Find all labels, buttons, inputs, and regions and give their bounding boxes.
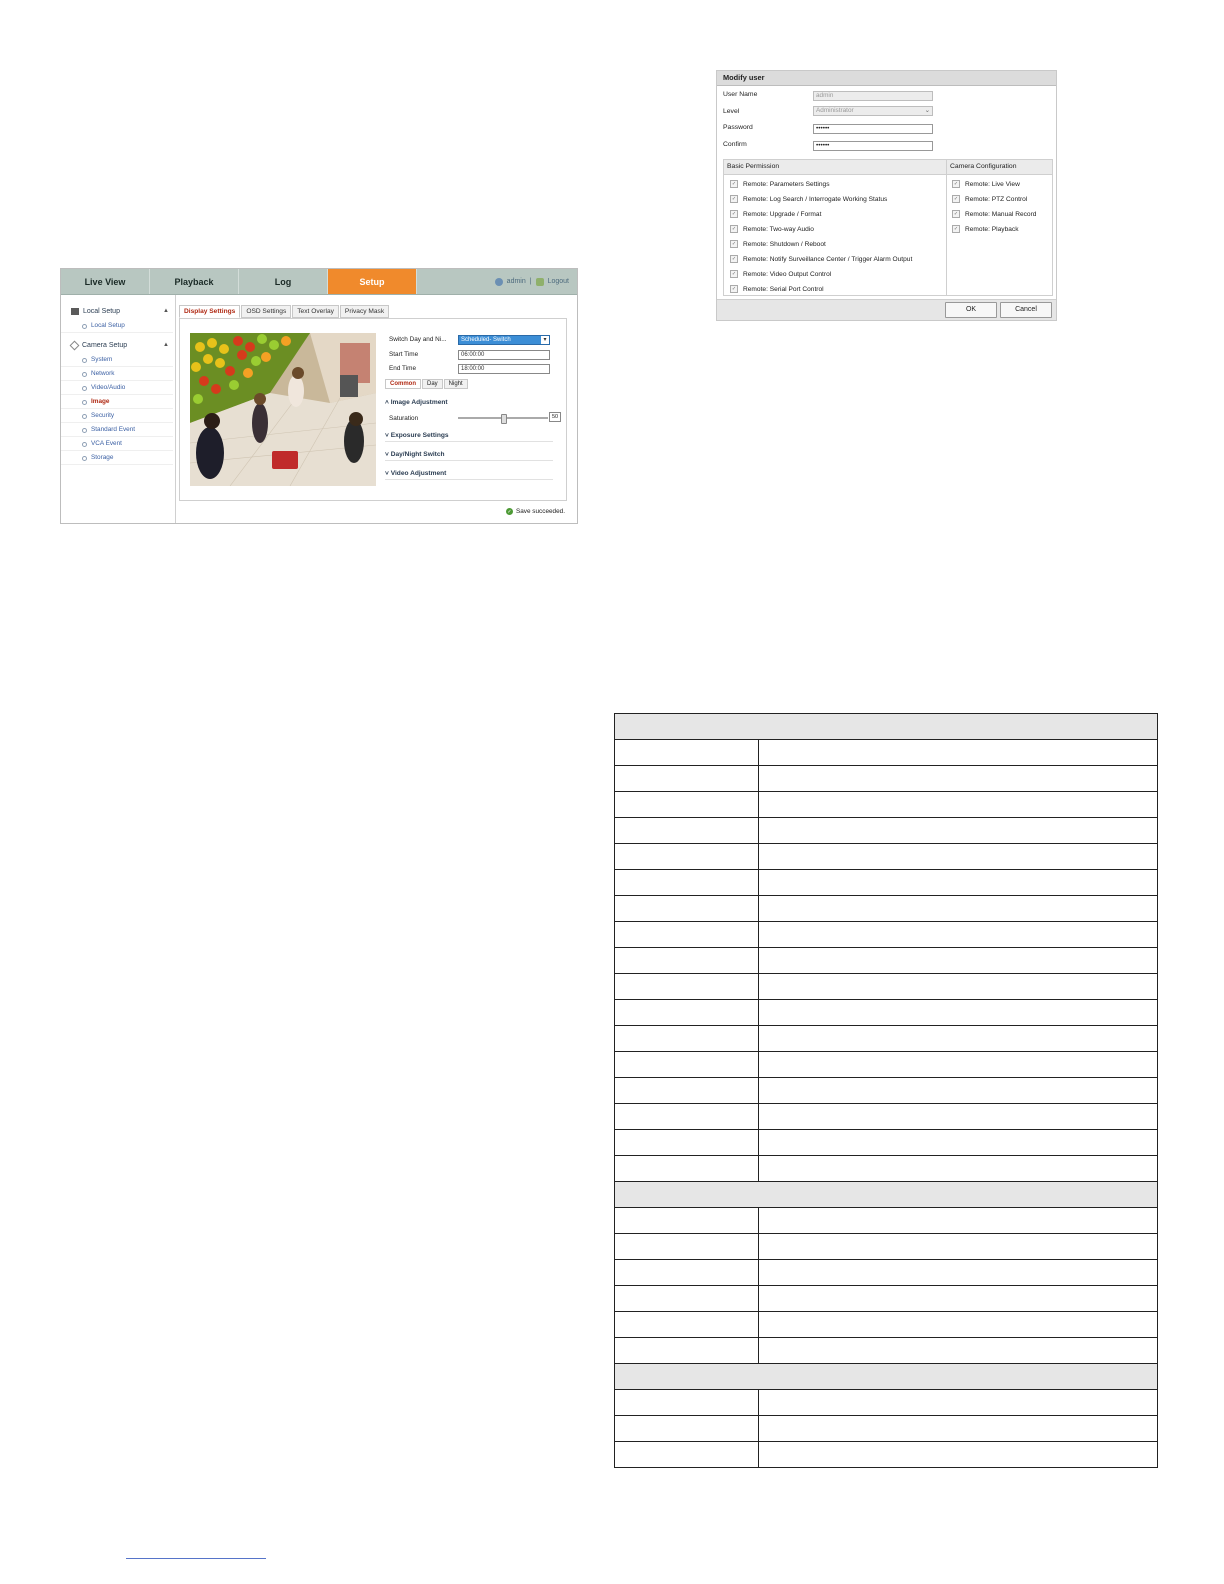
table-cell: [759, 1442, 1158, 1468]
save-status: [506, 508, 565, 515]
tab-live-view[interactable]: Live View: [61, 269, 150, 294]
permission-item[interactable]: [730, 285, 824, 293]
checkbox[interactable]: ✓: [731, 226, 737, 232]
permission-item[interactable]: [952, 210, 1036, 218]
permission-label: Remote: Upgrade / Format: [743, 210, 822, 218]
settings-main: [177, 295, 577, 523]
end-time-label: End Time: [389, 365, 416, 372]
table-cell: [615, 1390, 759, 1416]
permission-item[interactable]: [952, 195, 1027, 203]
chevron-down-icon: ˅: [385, 451, 391, 458]
table-cell: [759, 948, 1158, 974]
checkbox[interactable]: ✓: [731, 196, 737, 202]
table-header-cell: [615, 714, 1158, 740]
permission-item[interactable]: [730, 270, 831, 278]
dialog-title: Modify user: [717, 71, 1056, 86]
table-cell: [615, 1208, 759, 1234]
mode-subtabs: [385, 379, 469, 389]
start-time-input[interactable]: 06:00:00: [458, 350, 550, 360]
table-row: [615, 1000, 1158, 1026]
checkbox[interactable]: ✓: [953, 196, 959, 202]
table-cell: [759, 1234, 1158, 1260]
ok-button[interactable]: OK: [945, 302, 997, 318]
table-cell: [759, 818, 1158, 844]
table-row: [615, 1260, 1158, 1286]
permission-item[interactable]: [730, 210, 821, 218]
table-cell: [615, 1104, 759, 1130]
table-cell: [759, 1026, 1158, 1052]
table-cell: [615, 1000, 759, 1026]
permission-label: Remote: Video Output Control: [743, 270, 832, 278]
table-cell: [615, 948, 759, 974]
table-cell: [759, 1104, 1158, 1130]
content-tabs: [179, 305, 390, 318]
sidebar-group-label: Camera Setup: [82, 341, 128, 349]
permission-label: Remote: Log Search / Interrogate Working Status: [743, 195, 888, 203]
level-value: Administrator: [816, 107, 854, 114]
checkbox[interactable]: ✓: [953, 181, 959, 187]
table-cell: [615, 1052, 759, 1078]
username-link[interactable]: admin: [506, 278, 526, 285]
table-row: [615, 1052, 1158, 1078]
table-row: [615, 1390, 1158, 1416]
chevron-down-icon: ⌄: [924, 107, 930, 114]
table-row: [615, 948, 1158, 974]
table-row: [615, 870, 1158, 896]
table-cell: [759, 974, 1158, 1000]
table-cell: [759, 1312, 1158, 1338]
switch-day-night-select[interactable]: [458, 335, 550, 345]
user-area: [495, 269, 577, 294]
checkbox[interactable]: ✓: [731, 181, 737, 187]
table-row: [615, 1156, 1158, 1182]
section-title: Image Adjustment: [390, 399, 448, 406]
table-row: [615, 766, 1158, 792]
table-cell: [615, 974, 759, 1000]
sidebar-item-security[interactable]: Security: [61, 409, 173, 423]
image-adjustment-section[interactable]: [385, 399, 553, 408]
saturation-value[interactable]: 50: [549, 412, 561, 422]
day-night-switch-section[interactable]: [385, 451, 553, 461]
permission-item[interactable]: [952, 180, 1020, 188]
table-row: [615, 1078, 1158, 1104]
username-field: admin: [813, 91, 933, 101]
confirm-field[interactable]: ••••••: [813, 141, 933, 151]
sidebar-item-standard-event[interactable]: Standard Event: [61, 423, 173, 437]
table-cell: [759, 1156, 1158, 1182]
user-icon: [495, 278, 503, 286]
table-cell: [615, 1442, 759, 1468]
checkbox[interactable]: ✓: [731, 211, 737, 217]
footnote-rule: [126, 1558, 266, 1559]
wrench-icon: [70, 340, 80, 350]
permission-label: Remote: Manual Record: [965, 210, 1037, 218]
table-cell: [615, 1260, 759, 1286]
table-cell: [759, 1078, 1158, 1104]
basic-permission-header: Basic Permission: [724, 160, 946, 175]
logout-link[interactable]: Logout: [547, 278, 569, 285]
camera-preview-image: [190, 333, 376, 486]
level-label: Level: [723, 108, 740, 115]
permission-item[interactable]: [952, 225, 1019, 233]
table-row: [615, 922, 1158, 948]
permission-item[interactable]: [730, 255, 912, 263]
table-row: [615, 1234, 1158, 1260]
table-section-header: [615, 1182, 1158, 1208]
table-cell: [615, 1026, 759, 1052]
permission-label: Remote: PTZ Control: [965, 195, 1028, 203]
sidebar-item-storage[interactable]: Storage: [61, 451, 173, 465]
password-label: Password: [723, 124, 753, 131]
logout-icon: [536, 278, 544, 286]
switch-day-night-label: Switch Day and Ni...: [389, 336, 447, 343]
table-header-cell: [615, 1182, 1158, 1208]
permission-item[interactable]: [730, 180, 830, 188]
table-row: [615, 1130, 1158, 1156]
table-cell: [615, 844, 759, 870]
table-row: [615, 1312, 1158, 1338]
tab-privacy-mask[interactable]: Privacy Mask: [340, 305, 389, 318]
chevron-up-icon: ˄: [385, 399, 391, 406]
table-cell: [759, 792, 1158, 818]
table-row: [615, 792, 1158, 818]
section-title: Day/Night Switch: [390, 451, 445, 458]
table-cell: [615, 1338, 759, 1364]
table-cell: [759, 740, 1158, 766]
table-cell: [615, 766, 759, 792]
checkbox[interactable]: ✓: [953, 226, 959, 232]
checkbox[interactable]: ✓: [731, 286, 737, 292]
cancel-button[interactable]: Cancel: [1000, 302, 1052, 318]
permission-label: Remote: Two-way Audio: [743, 225, 814, 233]
save-status-text: Save succeeded.: [515, 508, 565, 515]
table-cell: [759, 1052, 1158, 1078]
slider-handle[interactable]: [501, 414, 507, 424]
table-row: [615, 740, 1158, 766]
tab-text-overlay[interactable]: Text Overlay: [292, 305, 339, 318]
table-cell: [759, 1338, 1158, 1364]
table-cell: [759, 1130, 1158, 1156]
table-row: [615, 1416, 1158, 1442]
chevron-up-icon: ▲: [163, 308, 169, 314]
table-cell: [759, 1390, 1158, 1416]
table-row: [615, 1286, 1158, 1312]
table-row: [615, 974, 1158, 1000]
password-field[interactable]: ••••••: [813, 124, 933, 134]
sidebar-item-image[interactable]: Image: [61, 395, 173, 409]
subtab-common[interactable]: Common: [385, 379, 421, 389]
table-cell: [759, 1260, 1158, 1286]
table-section-header: [615, 714, 1158, 740]
sidebar-item-video-audio[interactable]: Video/Audio: [61, 381, 173, 395]
table-row: [615, 818, 1158, 844]
saturation-slider[interactable]: [458, 417, 548, 419]
tab-playback[interactable]: Playback: [150, 269, 239, 294]
table-row: [615, 1338, 1158, 1364]
table-cell: [615, 740, 759, 766]
subtab-day[interactable]: Day: [422, 379, 443, 389]
sidebar-item-vca-event[interactable]: VCA Event: [61, 437, 173, 451]
table-cell: [615, 1156, 759, 1182]
separator: |: [529, 278, 532, 285]
permission-label: Remote: Playback: [965, 225, 1019, 233]
table-cell: [759, 766, 1158, 792]
table-cell: [615, 792, 759, 818]
dialog-footer: [717, 299, 1056, 320]
start-time-label: Start Time: [389, 351, 419, 358]
table-row: [615, 1026, 1158, 1052]
table-cell: [759, 844, 1158, 870]
table-row: [615, 896, 1158, 922]
chevron-down-icon: ▾: [541, 336, 549, 344]
table-cell: [759, 1208, 1158, 1234]
table-row: [615, 1208, 1158, 1234]
table-cell: [759, 1416, 1158, 1442]
end-time-input[interactable]: 18:00:00: [458, 364, 550, 374]
table-row: [615, 1442, 1158, 1468]
table-header-cell: [615, 1364, 1158, 1390]
section-title: Exposure Settings: [390, 432, 449, 439]
sidebar-group-local-setup[interactable]: [61, 303, 175, 319]
username-label: User Name: [723, 91, 758, 98]
permission-label: Remote: Notify Surveillance Center / Trigger Alarm Output: [743, 255, 913, 263]
table-cell: [615, 1078, 759, 1104]
permission-item[interactable]: [730, 240, 826, 248]
sidebar-group-label: Local Setup: [83, 307, 120, 315]
table-cell: [615, 896, 759, 922]
checkbox[interactable]: ✓: [731, 256, 737, 262]
table-row: [615, 844, 1158, 870]
chevron-down-icon: ˅: [385, 432, 391, 439]
table-cell: [615, 1234, 759, 1260]
exposure-settings-section[interactable]: [385, 432, 553, 442]
tab-setup[interactable]: Setup: [328, 269, 417, 294]
table-cell: [615, 818, 759, 844]
tab-log[interactable]: Log: [239, 269, 328, 294]
permission-item[interactable]: [730, 195, 887, 203]
camera-web-ui: [60, 268, 578, 524]
sidebar: [61, 295, 176, 523]
select-value: Scheduled- Switch: [461, 337, 511, 343]
table-cell: [615, 1286, 759, 1312]
sidebar-item-local-setup[interactable]: Local Setup: [61, 319, 173, 333]
table-cell: [615, 1312, 759, 1338]
check-icon: ✓: [507, 508, 512, 515]
permission-label: Remote: Shutdown / Reboot: [743, 240, 826, 248]
table-cell: [759, 896, 1158, 922]
table-cell: [759, 1286, 1158, 1312]
tab-osd-settings[interactable]: OSD Settings: [241, 305, 291, 318]
table-cell: [759, 1000, 1158, 1026]
checkbox[interactable]: ✓: [731, 241, 737, 247]
monitor-icon: [71, 308, 79, 315]
chevron-up-icon: ▲: [163, 342, 169, 348]
table-cell: [759, 870, 1158, 896]
sidebar-item-network[interactable]: Network: [61, 367, 173, 381]
sidebar-item-system[interactable]: System: [61, 353, 173, 367]
level-select: [813, 106, 933, 116]
divider: [946, 160, 947, 295]
top-nav: [61, 269, 577, 295]
modify-user-dialog: [716, 70, 1057, 321]
camera-configuration-header: Camera Configuration: [947, 160, 1052, 175]
chevron-down-icon: ˅: [385, 470, 391, 477]
checkbox[interactable]: ✓: [953, 211, 959, 217]
permission-box: [723, 159, 1053, 296]
table-cell: [615, 1416, 759, 1442]
table-cell: [615, 922, 759, 948]
checkbox[interactable]: ✓: [731, 271, 737, 277]
table-row: [615, 1104, 1158, 1130]
tab-display-settings[interactable]: Display Settings: [179, 305, 240, 318]
saturation-label: Saturation: [389, 415, 419, 422]
video-adjustment-section[interactable]: [385, 470, 553, 480]
permission-label: Remote: Live View: [965, 180, 1020, 188]
table-cell: [759, 922, 1158, 948]
permission-item[interactable]: [730, 225, 814, 233]
blank-table: [614, 713, 1158, 1468]
table-cell: [615, 1130, 759, 1156]
sidebar-group-camera-setup[interactable]: [61, 337, 175, 353]
confirm-label: Confirm: [723, 141, 747, 148]
table-cell: [615, 870, 759, 896]
permission-label: Remote: Parameters Settings: [743, 180, 830, 188]
table-section-header: [615, 1364, 1158, 1390]
section-title: Video Adjustment: [390, 470, 447, 477]
subtab-night[interactable]: Night: [444, 379, 468, 389]
permission-label: Remote: Serial Port Control: [743, 285, 824, 293]
